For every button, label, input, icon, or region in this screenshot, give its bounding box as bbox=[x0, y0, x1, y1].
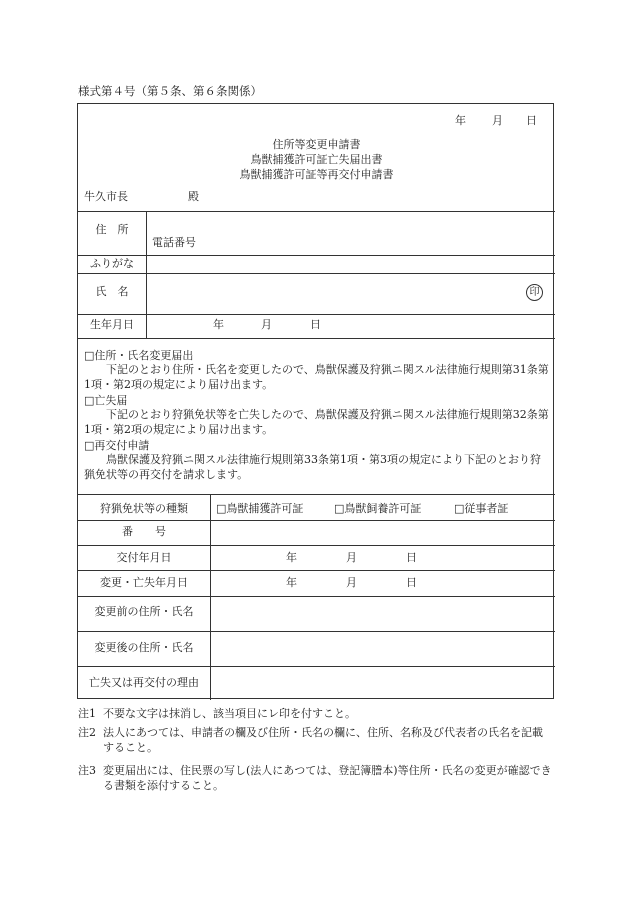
note-2-key: 注2 bbox=[78, 726, 96, 739]
birthdate-label: 生年月日 bbox=[90, 318, 134, 331]
reissue-request-checkbox[interactable]: □再交付申請 bbox=[84, 439, 150, 452]
date-day-label: 日 bbox=[526, 114, 537, 127]
after-label: 変更後の住所・氏名 bbox=[94, 641, 194, 654]
after-field[interactable] bbox=[212, 633, 552, 665]
date-year-label: 年 bbox=[455, 114, 466, 127]
note-1 bbox=[78, 707, 553, 722]
change-request-checkbox[interactable]: □住所・氏名変更届出 bbox=[84, 349, 194, 362]
birth-year-label: 年 bbox=[213, 318, 224, 331]
form-title-3: 鳥獣捕獲許可証等再交付申請書 bbox=[239, 168, 394, 181]
note-3 bbox=[78, 764, 553, 793]
address-label: 住 所 bbox=[95, 223, 129, 236]
loss-report-text: 下記のとおり狩猟免状等を亡失したので、鳥獣保護及狩猟ニ関スル法律施行規則第32条第1項・第2項の規定により届け出ます。 bbox=[84, 408, 549, 436]
reissue-request-text: 鳥獣保護及狩猟ニ関スル法律施行規則第33条第1項・第3項の規定により下記のとおり狩猟免状等の再交付を請求します。 bbox=[84, 453, 541, 481]
license-type-label: 狩猟免状等の種類 bbox=[100, 502, 188, 515]
form-title-1: 住所等変更申請書 bbox=[272, 138, 361, 151]
number-label: 番 号 bbox=[122, 525, 166, 538]
furigana-label: ふりがな bbox=[90, 257, 134, 270]
name-label: 氏 名 bbox=[95, 285, 129, 298]
form-title-2: 鳥獣捕獲許可証亡失届出書 bbox=[250, 153, 383, 166]
issue-day-label: 日 bbox=[406, 551, 417, 564]
date-month-label: 月 bbox=[492, 114, 503, 127]
note-2 bbox=[78, 726, 553, 755]
before-field[interactable] bbox=[212, 598, 552, 630]
number-field[interactable] bbox=[212, 522, 552, 543]
reason-label: 亡失又は再交付の理由 bbox=[89, 676, 199, 689]
change-date-label: 変更・亡失年月日 bbox=[100, 576, 188, 589]
loss-report-checkbox[interactable]: □亡失届 bbox=[84, 394, 128, 407]
birth-day-label: 日 bbox=[310, 318, 321, 331]
name-field[interactable] bbox=[148, 275, 518, 312]
note-2-text: 法人にあつては、申請者の欄及び住所・氏名の欄に、住所、名称及び代表者の氏名を記載すること。 bbox=[103, 726, 543, 754]
note-1-key: 注1 bbox=[78, 707, 96, 720]
reason-field[interactable] bbox=[212, 668, 552, 698]
before-label: 変更前の住所・氏名 bbox=[94, 605, 194, 618]
phone-label: 電話番号 bbox=[152, 236, 196, 249]
form-number: 様式第４号（第５条、第６条関係） bbox=[78, 84, 262, 98]
furigana-field[interactable] bbox=[148, 256, 552, 273]
birth-month-label: 月 bbox=[261, 318, 272, 331]
seal-mark-icon: 印 bbox=[526, 284, 543, 301]
note-1-text: 不要な文字は抹消し、該当項目にレ印を付すこと。 bbox=[103, 707, 356, 720]
note-3-key: 注3 bbox=[78, 764, 96, 777]
honorific: 殿 bbox=[188, 190, 199, 203]
note-3-text: 変更届出には、住民票の写し(法人にあつては、登記簿謄本)等住所・氏名の変更が確認できる書類を添付すること。 bbox=[103, 764, 552, 792]
issue-month-label: 月 bbox=[346, 551, 357, 564]
change-request-text: 下記のとおり住所・氏名を変更したので、鳥獣保護及狩猟ニ関スル法律施行規則第31条第1項・第2項の規定により届け出ます。 bbox=[84, 363, 549, 391]
application-form-frame bbox=[77, 103, 554, 699]
issue-year-label: 年 bbox=[286, 551, 297, 564]
address-field[interactable] bbox=[148, 213, 552, 255]
license-option-capture[interactable]: □鳥獣捕獲許可証 bbox=[216, 502, 304, 515]
change-month-label: 月 bbox=[346, 576, 357, 589]
license-option-worker[interactable]: □従事者証 bbox=[454, 502, 509, 515]
addressee: 牛久市長 bbox=[84, 190, 128, 203]
issue-date-label: 交付年月日 bbox=[116, 551, 172, 564]
license-option-keeping[interactable]: □鳥獣飼養許可証 bbox=[334, 502, 422, 515]
change-day-label: 日 bbox=[406, 576, 417, 589]
change-year-label: 年 bbox=[286, 576, 297, 589]
